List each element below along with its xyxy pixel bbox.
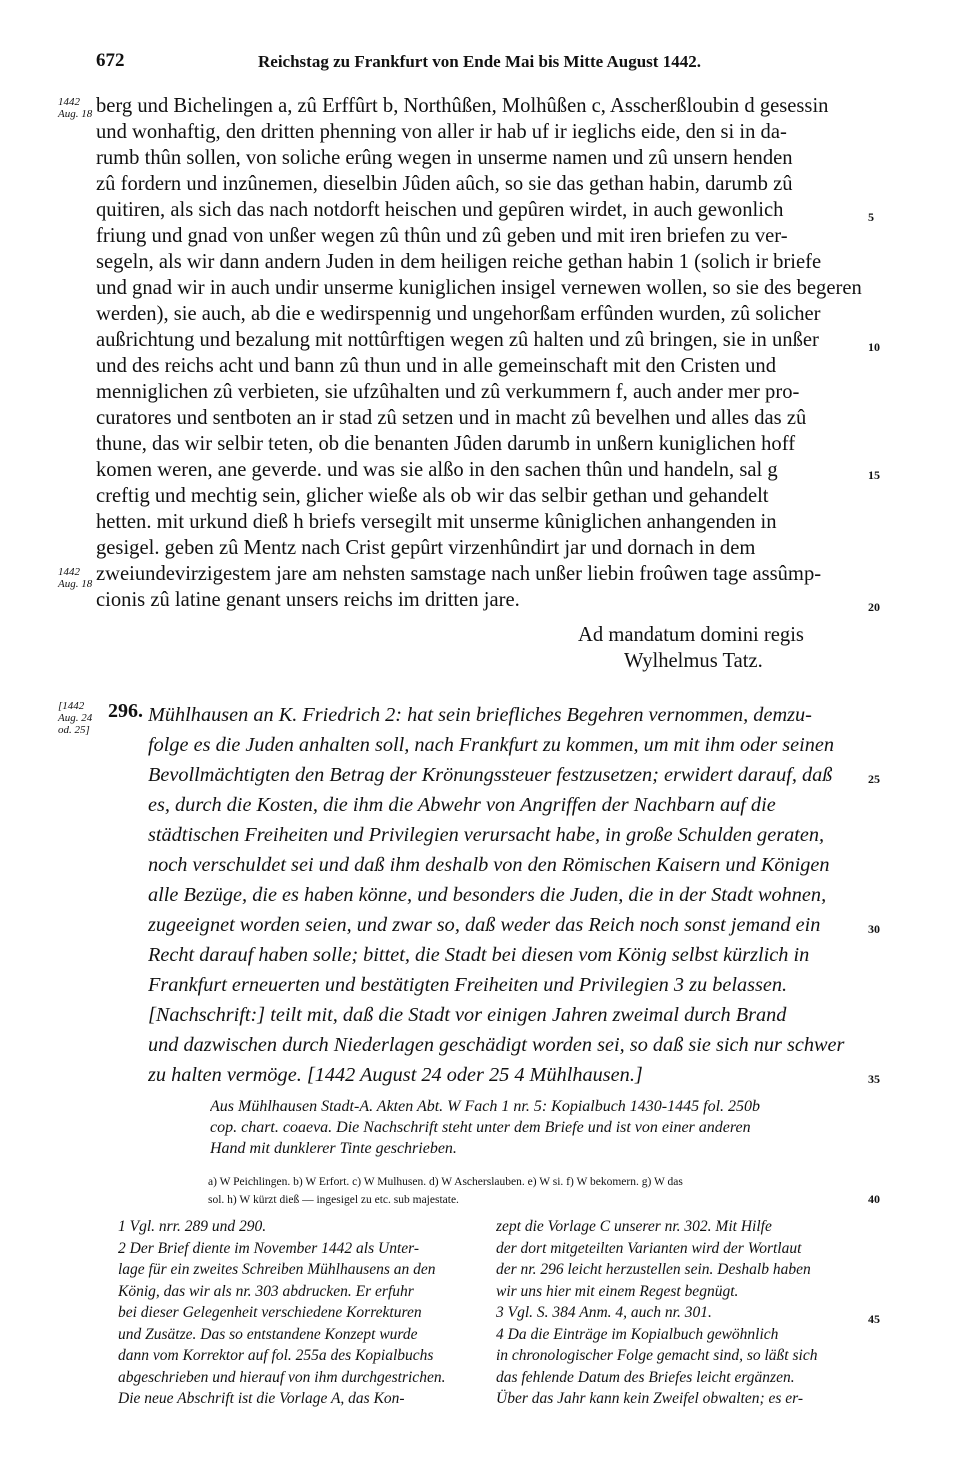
- regest-line: Frankfurt erneuerten und bestätigten Freiheiten und Privilegien 3 zu belassen.: [148, 974, 788, 996]
- doc296-margin-date: [1442 Aug. 24 od. 25]: [58, 700, 93, 736]
- footnote-line: 3 Vgl. S. 384 Anm. 4, auch nr. 301.: [496, 1304, 712, 1321]
- footnotes-right-column: [496, 1216, 868, 1410]
- regest-line: städtischen Freiheiten und Privilegien verursacht habe, in große Schulden geraten,: [148, 824, 825, 846]
- line-number: 10: [868, 340, 880, 354]
- footnote-line: Die neue Abschrift ist die Vorlage A, das Kon-: [118, 1390, 405, 1407]
- footnote-line: Über das Jahr kann kein Zweifel obwalten; es er-: [496, 1390, 804, 1407]
- source-line: Hand mit dunklerer Tinte geschrieben.: [210, 1140, 457, 1157]
- line-number: 20: [868, 600, 880, 614]
- regest-line: [Nachschrift:] teilt mit, daß die Stadt vor einigen Jahren zweimal durch Brand: [148, 1004, 787, 1026]
- footnote-line: zept die Vorlage C unserer nr. 302. Mit Hilfe: [496, 1218, 772, 1235]
- footnote-line: dann vom Korrektor auf fol. 255a des Kopialbuchs: [118, 1347, 434, 1364]
- body-line: quitiren, als sich das nach notdorft heischen und gepûren wirdet, in auch gewonlich: [96, 199, 784, 221]
- signature-line: Ad mandatum domini regis: [578, 624, 804, 646]
- footnote-line: der nr. 296 leicht herzustellen sein. Deshalb haben: [496, 1261, 811, 1278]
- footnote-line: 2 Der Brief diente im November 1442 als Unter-: [118, 1239, 420, 1257]
- running-title: Reichstag zu Frankfurt von Ende Mai bis Mitte August 1442.: [258, 52, 701, 71]
- signature-name: Wylhelmus Tatz.: [624, 650, 763, 672]
- regest-line: Mühlhausen an K. Friedrich 2: hat sein briefliches Begehren vernommen, demzu-: [148, 704, 812, 726]
- body-line: und gnad wir in auch undir unserme kuniglichen insigel vernewen wollen, so sie des begeren: [96, 277, 862, 299]
- footnote-line: abgeschrieben und hierauf von ihm durchgestrichen.: [118, 1368, 446, 1386]
- body-line: und wonhaftig, den dritten phenning von aller ir hab uf ir ieglichs eide, den si in da-: [96, 121, 787, 143]
- body-line: zweiundevirzigestem jare am nehsten samstage nach unßer liebin froûwen tage assûmp-: [96, 563, 822, 585]
- body-line: außrichtung und bezalung mit nottûrftigen wegen zû halten und zû bringen, sie in unßer: [96, 329, 819, 351]
- body-line: und des reichs acht und bann zû thun und in alle gemeinschaft mit den Cristen und: [96, 355, 777, 377]
- footnote-line: bei dieser Gelegenheit verschiedene Korrekturen: [118, 1304, 422, 1321]
- source-line: cop. chart. coaeva. Die Nachschrift steht unter dem Briefe und ist von einer anderen: [210, 1119, 751, 1136]
- regest-line: noch verschuldet sei und daß ihm deshalb von den Römischen Kaisern und Königen: [148, 854, 830, 876]
- footnote-line: König, das wir als nr. 303 abdrucken. Er erfuhr: [118, 1282, 414, 1300]
- body-line: berg und Bichelingen a, zû Erffûrt b, Northûßen, Molhûßen c, Asscherßloubin d gesessin: [96, 95, 829, 117]
- regest-line: alle Bezüge, die es haben könne, und besonders die Juden, die in der Stadt wohnen,: [148, 884, 827, 906]
- running-header: [96, 50, 876, 74]
- footnote-line: wir uns hier mit einem Regest begnügt.: [496, 1282, 739, 1300]
- regest-line: zu halten vermöge. [1442 August 24 oder 25 4 Mühlhausen.]: [148, 1064, 643, 1086]
- body-line: komen weren, ane geverde. und was sie alßo in den sachen thûn und handeln, sal g: [96, 459, 778, 481]
- body-line: gesigel. geben zû Mentz nach Crist gepûrt virzenhûndirt jar und dornach in dem: [96, 537, 756, 559]
- footnote-line: und Zusätze. Das so entstandene Konzept wurde: [118, 1325, 418, 1343]
- doc-number: 296.: [108, 700, 143, 722]
- body-line: thune, das wir selbir teten, ob die benanten Jûden darumb in unßern kuniglichen hoff: [96, 433, 796, 455]
- body-line: hetten. mit urkund dieß h briefs versegilt mit unserme kûniglichen anhangenden in: [96, 511, 777, 533]
- source-line: Aus Mühlhausen Stadt-A. Akten Abt. W Fach 1 nr. 5: Kopialbuch 1430-1445 fol. 250b: [210, 1098, 761, 1115]
- regest-line: zugeeignet worden seien, und zwar so, daß weder das Reich noch sonst jemand ein: [148, 914, 821, 936]
- line-number: 35: [868, 1072, 880, 1086]
- margin-date-top: 1442 Aug. 18: [58, 96, 93, 120]
- footnote-line: 1 Vgl. nrr. 289 und 290.: [118, 1218, 267, 1235]
- page-number: 672: [96, 50, 125, 71]
- footnote-line: der dort mitgeteilten Varianten wird der Wortlaut: [496, 1239, 802, 1257]
- variant-line: sol. h) W kürzt dieß — ingesigel zu etc. sub majestate.: [208, 1194, 459, 1206]
- line-number: 25: [868, 772, 880, 786]
- footnote-line: das fehlende Datum des Briefes leicht ergänzen.: [496, 1368, 795, 1386]
- line-number: 30: [868, 922, 880, 936]
- footnote-line: 4 Da die Einträge im Kopialbuch gewöhnlich: [496, 1325, 779, 1343]
- line-number: 15: [868, 468, 880, 482]
- regest-line: folge es die Juden anhalten soll, nach Frankfurt zu kommen, um mit ihm oder seinen: [148, 734, 835, 756]
- regest-line: Bevollmächtigten den Betrag der Krönungssteuer festzusetzen; erwidert darauf, daß: [148, 764, 833, 786]
- body-line: werden), sie auch, ab die e wedirspennig und ungehorßam erfûnden wurden, zû solicher: [96, 303, 821, 325]
- line-number: 5: [868, 210, 874, 224]
- body-line: friung und gnad von unßer wegen zû thûn und zû geben und mit iren briefen zu ver-: [96, 225, 788, 247]
- body-line: menniglichen zû verbieten, sie ufzûhalten und zû verkummern f, auch ander mer pro-: [96, 381, 800, 403]
- footnote-line: in chronologischer Folge gemacht sind, so läßt sich: [496, 1347, 818, 1364]
- body-line: rumb thûn sollen, von soliche erûng wegen in unserme namen und zû unsern henden: [96, 147, 793, 169]
- variant-line: a) W Peichlingen. b) W Erfort. c) W Mulhusen. d) W Ascherslauben. e) W si. f) W bekomern. g) W das: [208, 1176, 683, 1188]
- line-number: 45: [868, 1312, 880, 1326]
- regest-line: Recht darauf haben solle; bittet, die Stadt bei diesen vom König selbst kürzlich in: [148, 944, 810, 966]
- body-line: creftig und mechtig sein, glicher wieße als ob wir das selbir gethan und gehandelt: [96, 485, 769, 507]
- body-line: zû fordern und inzûnemen, dieselbin Jûden aûch, so sie das gethan habin, darumb zû: [96, 173, 793, 195]
- body-line: cionis zû latine genant unsers reichs im dritten jare.: [96, 589, 520, 611]
- regest-line: und dazwischen durch Niederlagen geschädigt worden sei, so daß sie sich nur schwer: [148, 1034, 845, 1056]
- footnote-line: lage für ein zweites Schreiben Mühlhausens an den: [118, 1261, 436, 1278]
- footnotes-left-column: [118, 1216, 490, 1410]
- body-line: curatores und sentboten an ir stad zû setzen und in macht zû bevelhen und alles das zû: [96, 407, 807, 429]
- margin-date-dating: 1442 Aug. 18: [58, 566, 93, 590]
- regest-line: es, durch die Kosten, die ihm die Abwehr von Angriffen der Nachbarn auf die: [148, 794, 776, 816]
- body-line: segeln, als wir dann andern Juden in dem heiligen reiche gethan habin 1 (solich ir briefe: [96, 251, 822, 273]
- line-number: 40: [868, 1192, 880, 1206]
